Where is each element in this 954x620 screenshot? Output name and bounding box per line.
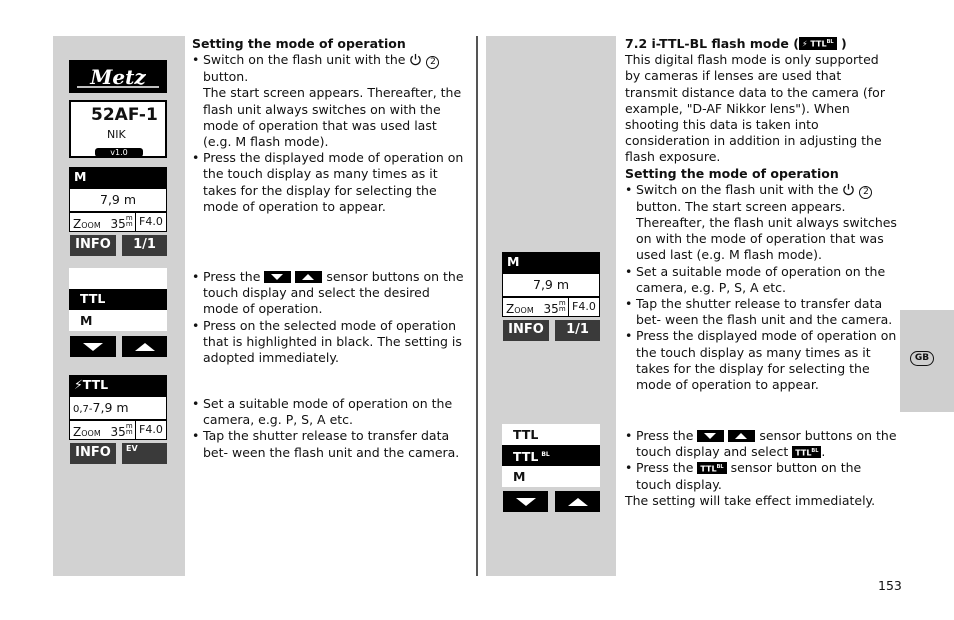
right-closing: The setting will take effect immediately. bbox=[625, 492, 876, 508]
left-bullet-1: • Switch on the flash unit with the 2 button. The start screen appears. Thereafter, the flash unit always switches on with the mode of operation that was used last (e.g. M flash mode). bbox=[192, 52, 468, 150]
right-zoom-box bbox=[502, 297, 600, 317]
mode-option-ttl[interactable]: TTL bbox=[69, 289, 167, 310]
ttl-bl-sup: BL bbox=[541, 451, 550, 458]
right-bullet-1: • Switch on the flash unit with the 2 button. The start screen appears. Thereafter, the flash unit always switches on with the mode of operation that was used last (e.g. M flash mode). bbox=[625, 182, 897, 264]
distance-box bbox=[69, 188, 167, 212]
right-distance-box bbox=[502, 273, 600, 297]
mode-select-blank bbox=[69, 268, 167, 289]
ttl-zoom-unit-top: m bbox=[125, 422, 133, 430]
left-text-column-3 bbox=[192, 396, 468, 461]
right-down-arrow-icon bbox=[697, 430, 724, 442]
zoom-value: 35 bbox=[110, 217, 126, 231]
left-bullet-5: • Set a suitable mode of operation on the camera, e.g. P, S, A etc. bbox=[192, 396, 468, 428]
metz-logo-icon bbox=[69, 60, 167, 93]
range-box bbox=[69, 396, 167, 420]
range-value: 7,9 m bbox=[92, 400, 129, 415]
up-sensor-button[interactable] bbox=[122, 336, 167, 357]
start-screen-display bbox=[69, 100, 167, 158]
right-intro: This digital flash mode is only supported by cameras if lenses are used that transmit distance data to the camera (for example, "D-AF Nikkor lens"). When shooting this data is taken into consideration in addition in adjusting the flash exposure. bbox=[625, 52, 885, 165]
ttl-zoom-unit-bottom: m bbox=[125, 428, 133, 436]
ttl-bl-badge-icon: ⚡ $TTL^{BL}$ bbox=[799, 37, 837, 50]
right-arrow-down-icon bbox=[516, 498, 536, 506]
mode-ttl-bar[interactable] bbox=[69, 375, 167, 396]
right-info-button[interactable]: INFO bbox=[503, 320, 549, 341]
up-arrow-icon bbox=[295, 271, 322, 283]
ttl-zoom-box bbox=[69, 420, 167, 440]
right-aperture-value: F4.0 bbox=[572, 300, 596, 313]
power-icon bbox=[409, 53, 422, 66]
right-mode-option-ttl-bl[interactable] bbox=[502, 445, 600, 466]
model-name: 52AF-1 bbox=[91, 105, 158, 125]
right-up-arrow-icon bbox=[728, 430, 755, 442]
mode-m-bar[interactable]: M bbox=[69, 167, 167, 188]
right-power-icon bbox=[842, 183, 855, 196]
right-mode-option-m[interactable]: M bbox=[502, 466, 600, 487]
range-readout bbox=[73, 400, 129, 415]
right-bullet-6: • Press the $TTL^{BL}$ sensor button on the touch display. bbox=[625, 460, 897, 492]
left-bullet-6: • Tap the shutter release to transfer data bet- ween the flash unit and the camera. bbox=[192, 428, 468, 460]
inline-ttl-bl-badge-icon: $TTL^{BL}$ bbox=[792, 446, 821, 459]
ev-label: EV bbox=[126, 444, 138, 453]
ev-button[interactable] bbox=[122, 443, 167, 464]
right-bullet-3: • Tap the shutter release to transfer data bet- ween the flash unit and the camera. bbox=[625, 296, 897, 328]
number-2-icon: 2 bbox=[426, 56, 439, 69]
model-sub: NIK bbox=[107, 128, 126, 141]
mode-ttl-label: TTL bbox=[82, 377, 109, 392]
right-arrow-up-icon bbox=[568, 498, 588, 506]
right-zoom-unit-bottom: m bbox=[558, 305, 566, 313]
ratio-button[interactable]: 1/1 bbox=[122, 235, 167, 256]
right-mode-option-ttl[interactable]: TTL bbox=[502, 424, 600, 445]
mode-option-m[interactable]: M bbox=[69, 310, 167, 331]
zoom-label: Zoom bbox=[73, 217, 101, 231]
page-divider bbox=[476, 36, 478, 576]
left-text-column bbox=[192, 36, 468, 215]
language-tab-label: GB bbox=[910, 351, 934, 366]
right-mode-m-bar[interactable]: M bbox=[502, 252, 600, 273]
right-zoom-label: Zoom bbox=[506, 302, 534, 316]
right-distance-value: 7,9 m bbox=[533, 277, 570, 292]
version-badge: v1.0 bbox=[95, 148, 143, 157]
page-number: 153 bbox=[878, 578, 902, 593]
left-bullet-4: • Press on the selected mode of operation that is highlighted in black. The setting is adopted immediately. bbox=[192, 318, 468, 367]
right-ratio-button[interactable]: 1/1 bbox=[555, 320, 600, 341]
ttl-zoom-value: 35 bbox=[110, 425, 126, 439]
left-heading: Setting the mode of operation bbox=[192, 36, 406, 51]
language-tab bbox=[900, 310, 954, 412]
ttl-zoom-label: Zoom bbox=[73, 425, 101, 439]
ttl-zoom-readout bbox=[73, 423, 133, 439]
zoom-unit-top: m bbox=[125, 214, 133, 222]
flash-bolt-icon: ⚡ bbox=[74, 377, 83, 392]
metz-logo-text: Metz bbox=[90, 65, 146, 89]
ttl-bl-label: TTL bbox=[513, 449, 539, 465]
right-zoom-readout bbox=[506, 300, 566, 316]
zoom-unit-bottom: m bbox=[125, 220, 133, 228]
inline-ttl-bl-badge-icon-2: $TTL^{BL}$ bbox=[697, 462, 726, 475]
right-heading: 7.2 i-TTL-BL flash mode ( ⚡ $TTL^{BL}$ ) bbox=[625, 36, 847, 51]
range-pre: 0,7- bbox=[73, 404, 93, 415]
left-text-column-2 bbox=[192, 269, 468, 366]
right-zoom-value: 35 bbox=[543, 302, 559, 316]
right-up-sensor-button[interactable] bbox=[555, 491, 600, 512]
zoom-readout bbox=[73, 215, 133, 231]
right-down-sensor-button[interactable] bbox=[503, 491, 548, 512]
ttl-aperture-value: F4.0 bbox=[139, 423, 163, 436]
zoom-box bbox=[69, 212, 167, 232]
arrow-up-icon bbox=[135, 343, 155, 351]
right-number-2-icon: 2 bbox=[859, 186, 872, 199]
left-bullet-2: • Press the displayed mode of operation on the touch display as many times as it takes for the display for selecting the mode of operation to appear. bbox=[192, 150, 468, 215]
aperture-value: F4.0 bbox=[139, 215, 163, 228]
ttl-info-button[interactable]: INFO bbox=[70, 443, 116, 464]
right-subheading: Setting the mode of operation bbox=[625, 165, 839, 181]
right-bullet-2: • Set a suitable mode of operation on the camera, e.g. P, S, A etc. bbox=[625, 264, 897, 296]
down-sensor-button[interactable] bbox=[70, 336, 116, 357]
right-bullet-5: • Press the sensor buttons on the touch display and select $TTL^{BL}$ . bbox=[625, 428, 897, 460]
right-text-column bbox=[625, 36, 897, 393]
down-arrow-icon bbox=[264, 271, 291, 283]
right-zoom-unit-top: m bbox=[558, 299, 566, 307]
distance-value: 7,9 m bbox=[100, 192, 137, 207]
info-button[interactable]: INFO bbox=[70, 235, 116, 256]
arrow-down-icon bbox=[83, 343, 103, 351]
right-text-column-2 bbox=[625, 428, 897, 509]
right-bullet-4: • Press the displayed mode of operation on the touch display as many times as it takes for the display for selecting the mode of operation to appear. bbox=[625, 328, 897, 393]
start-screen-logo bbox=[69, 60, 167, 93]
left-bullet-3: • Press the sensor buttons on the touch display and select the desired mode of operation. bbox=[192, 269, 468, 318]
